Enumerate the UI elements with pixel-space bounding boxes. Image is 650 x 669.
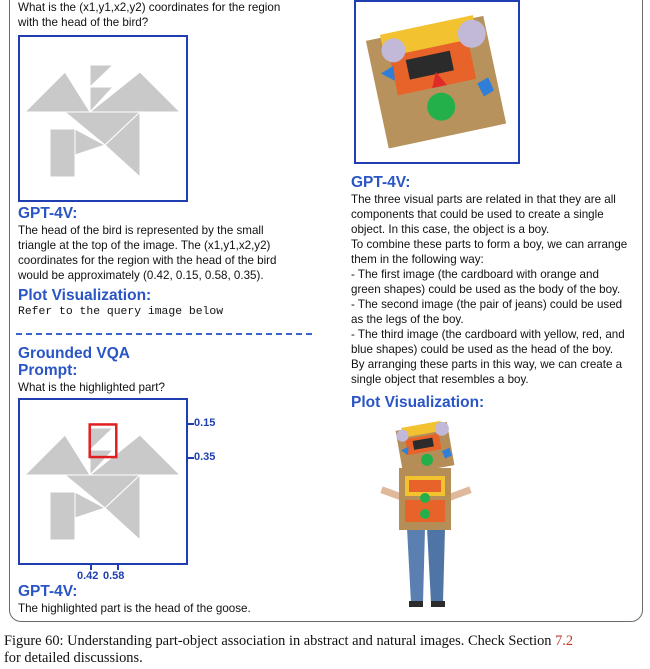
gpt4v-answer-right-line-13: single object that resembles a boy. xyxy=(351,373,529,386)
gpt4v-answer-left-line-1: The head of the bird is represented by the small xyxy=(18,224,264,237)
y-tick-label-2: 0.35 xyxy=(194,451,216,463)
query-image-frame xyxy=(18,35,188,202)
section-divider xyxy=(16,333,312,335)
question-line-2: with the head of the bird? xyxy=(18,16,149,29)
x-tick-label-1: 0.42 xyxy=(77,570,99,582)
y-tick-mark-2 xyxy=(187,457,194,459)
gpt4v-answer-right-line-3: object. In this case, the object is a boy. xyxy=(351,223,550,236)
assembled-boy-image xyxy=(357,418,493,614)
gpt4v-answer-right-line-9: as the legs of the boy. xyxy=(351,313,464,326)
bird-tangram-highlighted-image xyxy=(20,400,186,563)
gpt4v-answer-right-line-10: - The third image (the cardboard with yellow, red, and xyxy=(351,328,625,341)
cardboard-head-image xyxy=(356,2,518,162)
plot-visualization-heading-left: Plot Visualization: xyxy=(18,287,152,304)
gpt4v-answer-right-line-4: To combine these parts to form a boy, we can arrange xyxy=(351,238,628,251)
figure-caption xyxy=(4,633,644,667)
gpt4v-answer-left-line-4: would be approximately (0.42, 0.15, 0.58, 0.35). xyxy=(18,269,264,282)
grounded-vqa-heading: Grounded VQA xyxy=(18,345,130,362)
question-line-1: What is the (x1,y1,x2,y2) coordinates for the region xyxy=(18,1,281,14)
x-tick-label-2: 0.58 xyxy=(103,570,125,582)
y-tick-label-1: 0.15 xyxy=(194,417,216,429)
gpt4v-heading-right: GPT-4V: xyxy=(351,174,411,191)
prompt-heading: Prompt: xyxy=(18,362,78,379)
gpt4v-answer-right-line-1: The three visual parts are related in that they are all xyxy=(351,193,616,206)
caption-text-1: Figure 60: Understanding part-object association in abstract and natural images. Check Section xyxy=(4,633,552,649)
gpt4v-answer-right-line-12: By arranging these parts in this way, we can create a xyxy=(351,358,623,371)
plot-note: Refer to the query image below xyxy=(18,306,224,318)
gpt4v-answer-right-line-5: them in the following way: xyxy=(351,253,484,266)
prompt-text: What is the highlighted part? xyxy=(18,381,165,394)
gpt4v-answer-left-line-2: triangle at the top of the image. The (x1,y1,x2,y2) xyxy=(18,239,271,252)
gpt4v-answer-right-line-6: - The first image (the cardboard with orange and xyxy=(351,268,599,281)
gpt4v-heading-left: GPT-4V: xyxy=(18,205,78,222)
cardboard-head-image-frame xyxy=(354,0,520,164)
gpt4v-answer-right-line-2: components that could be used to create a single xyxy=(351,208,604,221)
gpt4v-answer-right-line-7: green shapes) could be used as the body of the boy. xyxy=(351,283,621,296)
highlighted-image-frame xyxy=(18,398,188,565)
bird-tangram-image xyxy=(20,37,186,200)
gpt4v-answer-left-line-3: coordinates for the region with the head of the bird xyxy=(18,254,277,267)
section-reference-link[interactable]: 7.2 xyxy=(555,633,574,649)
gpt4v-answer-left-2: The highlighted part is the head of the goose. xyxy=(18,602,251,615)
y-tick-mark-1 xyxy=(187,423,194,425)
gpt4v-answer-right-line-8: - The second image (the pair of jeans) could be used xyxy=(351,298,623,311)
gpt4v-heading-left-2: GPT-4V: xyxy=(18,583,78,600)
caption-text-2: for detailed discussions. xyxy=(4,650,143,666)
plot-visualization-heading-right: Plot Visualization: xyxy=(351,394,485,411)
gpt4v-answer-right-line-11: blue shapes) could be used as the head of the boy. xyxy=(351,343,614,356)
